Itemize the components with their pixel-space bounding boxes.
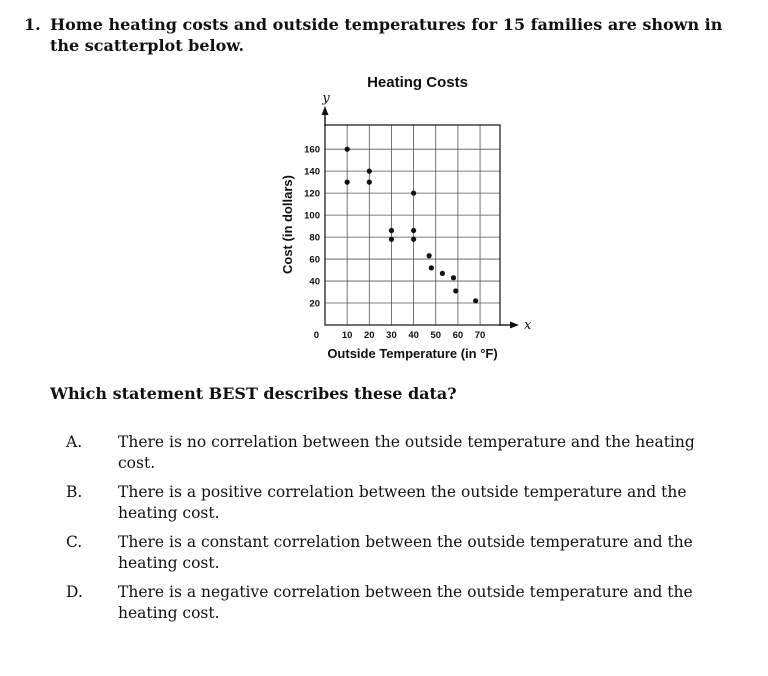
svg-text:20: 20 [364, 330, 375, 341]
svg-text:x: x [524, 318, 532, 333]
option-letter: D. [66, 583, 83, 601]
scatterplot-canvas [300, 95, 535, 370]
svg-text:160: 160 [304, 144, 320, 156]
option-letter: C. [66, 533, 83, 551]
svg-text:Outside Temperature (in °F): Outside Temperature (in °F) [327, 346, 498, 361]
question [24, 14, 740, 56]
answer-option-c[interactable] [66, 532, 730, 574]
svg-text:50: 50 [430, 330, 442, 341]
svg-text:40: 40 [408, 330, 419, 341]
option-text: There is no correlation between the outside temperature and the heating cost. [118, 433, 695, 472]
question-text: Home heating costs and outside temperatures for 15 families are shown in the scatterplot below. [50, 15, 723, 55]
svg-text:30: 30 [386, 330, 397, 341]
option-text: There is a positive correlation between the outside temperature and the heating cost. [118, 483, 687, 522]
svg-text:120: 120 [304, 188, 320, 200]
svg-text:100: 100 [304, 210, 320, 222]
svg-text:40: 40 [309, 276, 320, 288]
question-number: 1. [24, 15, 41, 34]
svg-text:60: 60 [452, 330, 464, 341]
option-text: There is a constant correlation between the outside temperature and the heating cost. [118, 533, 693, 572]
svg-text:80: 80 [309, 232, 320, 244]
answer-option-b[interactable] [66, 482, 730, 524]
svg-text:70: 70 [474, 330, 486, 341]
chart-title: Heating Costs [367, 74, 468, 91]
answer-option-d[interactable] [66, 582, 730, 624]
option-letter: A. [66, 433, 83, 451]
svg-text:20: 20 [309, 298, 320, 310]
y-axis-label: Cost (in dollars) [280, 175, 295, 275]
svg-text:0: 0 [313, 330, 319, 341]
svg-text:10: 10 [341, 330, 353, 341]
option-letter: B. [66, 483, 83, 501]
svg-text:y: y [322, 95, 330, 106]
answer-options [66, 432, 730, 624]
answer-option-a[interactable] [66, 432, 730, 474]
svg-text:60: 60 [309, 254, 320, 266]
question-prompt: Which statement BEST describes these data? [50, 384, 457, 403]
option-text: There is a negative correlation between the outside temperature and the heating cost. [118, 583, 693, 622]
svg-text:140: 140 [304, 166, 320, 178]
